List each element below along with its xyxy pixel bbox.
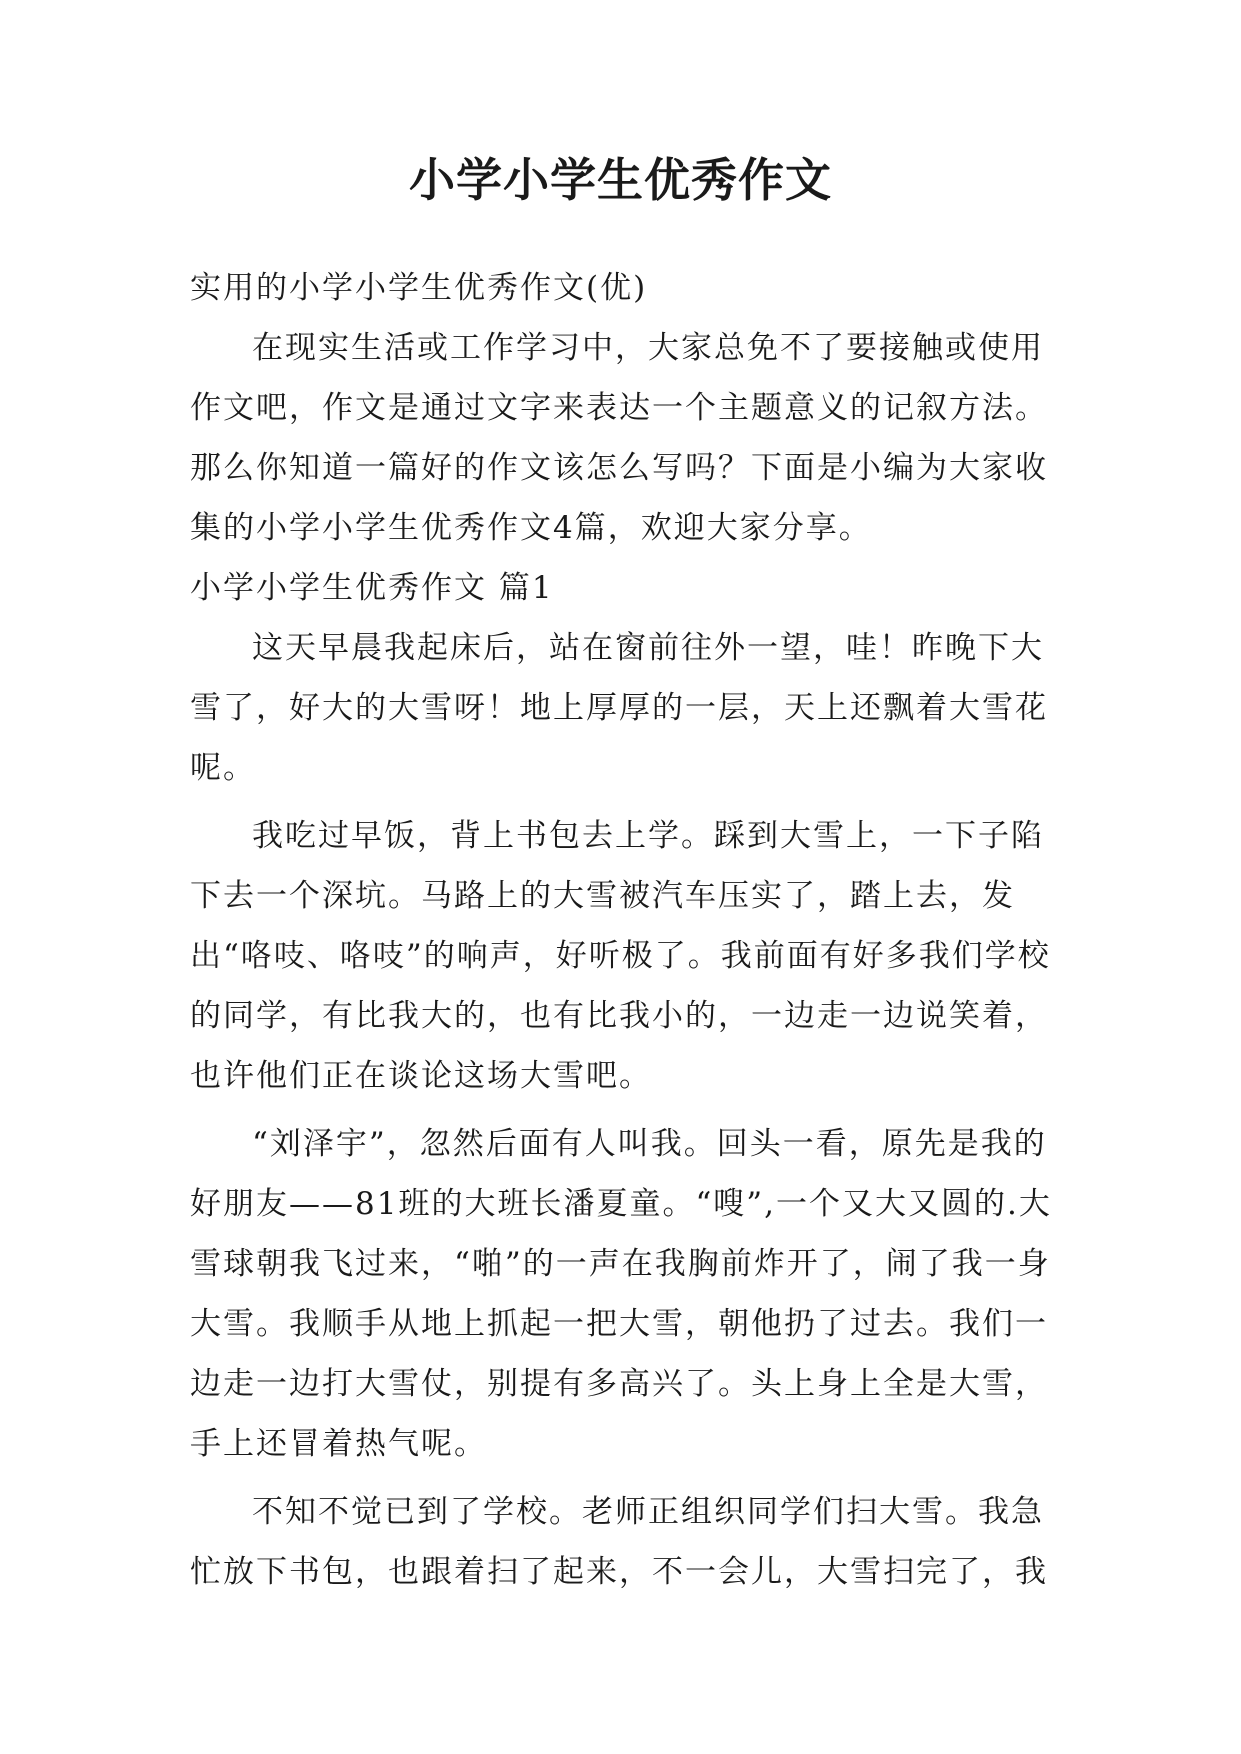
body-paragraph: 我吃过早饭，背上书包去上学。踩到大雪上，一下子陷下去一个深坑。马路上的大雪被汽车压实了，踏上去，发出“咯吱、咯吱”的响声，好听极了。我前面有好多我们学校的同学，有比我大的，也有比我小的，一边走一边说笑着，也许他们正在谈论这场大雪吧。 — [190, 818, 1051, 1094]
body-paragraph: 不知不觉已到了学校。老师正组织同学们扫大雪。我急忙放下书包，也跟着扫了起来，不一会儿，大雪扫完了，我 — [190, 1494, 1048, 1590]
body-paragraph: 这天早晨我起床后，站在窗前往外一望，哇！昨晚下大雪了，好大的大雪呀！地上厚厚的一层，天上还飘着大雪花呢。 — [190, 630, 1048, 786]
document-subtitle: 实用的小学小学生优秀作文(优) — [190, 270, 648, 306]
section-heading: 小学小学生优秀作文 篇1 — [190, 570, 554, 606]
intro-paragraph: 在现实生活或工作学习中，大家总免不了要接触或使用作文吧，作文是通过文字来表达一个主题意义的记叙方法。那么你知道一篇好的作文该怎么写吗？下面是小编为大家收集的小学小学生优秀作文4篇，欢迎大家分享。 — [190, 330, 1048, 546]
body-paragraph: “刘泽宇”，忽然后面有人叫我。回头一看，原先是我的好朋友——81班的大班长潘夏童。“嗖”,一个又大又圆的.大雪球朝我飞过来，“啪”的一声在我胸前炸开了，闹了我一身大雪。我顺手从地上抓起一把大雪，朝他扔了过去。我们一边走一边打大雪仗，别提有多高兴了。头上身上全是大雪，手上还冒着热气呢。 — [190, 1126, 1052, 1462]
document-title: 小学小学生优秀作文 — [409, 153, 832, 207]
document-body — [190, 258, 1060, 1602]
